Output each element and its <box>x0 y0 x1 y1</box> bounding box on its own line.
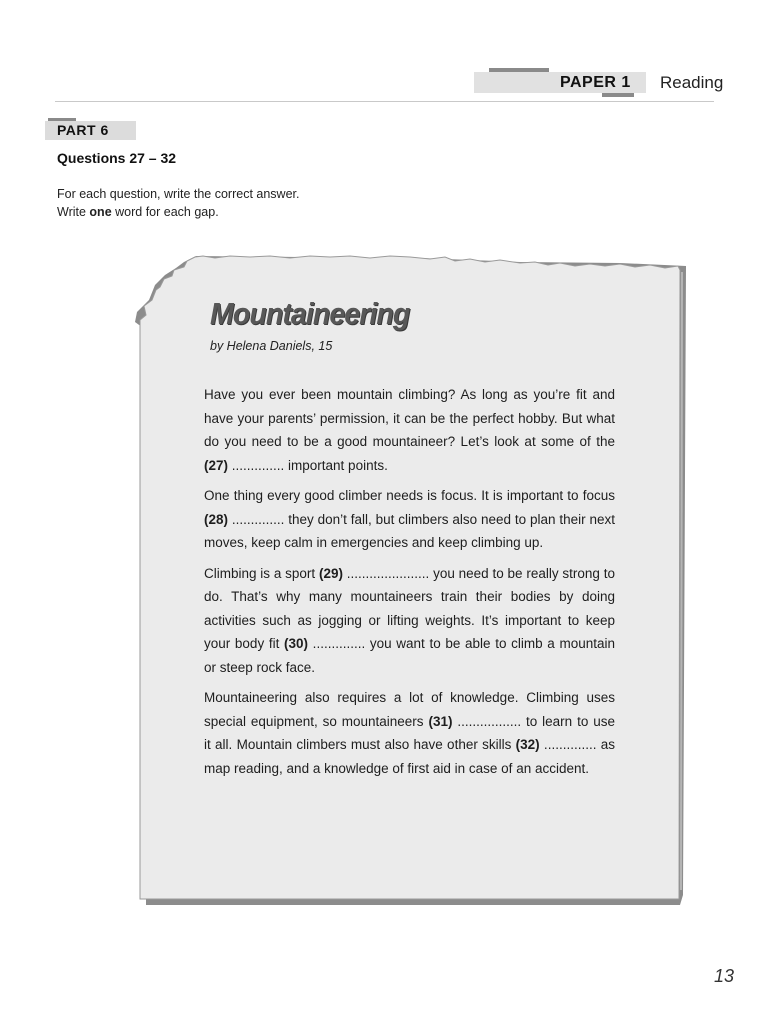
article-title: Mountaineering <box>210 296 410 331</box>
gap-28-blank: .............. <box>228 511 285 527</box>
paragraph-1: Have you ever been mountain climbing? As long as you’re fit and have your parents’ permission, it can be the perfect hobby. But what do you need to be a good mountaineer? Let’s look at some of the (27) .............. important points. <box>204 387 615 473</box>
page-number: 13 <box>714 966 735 986</box>
gap-29-blank: ...................... <box>342 565 430 581</box>
gap-30-blank: .............. <box>308 636 366 651</box>
paper-label: PAPER 1 <box>560 74 631 91</box>
gap-30-number: (30) <box>284 636 309 651</box>
gap-27-blank: .............. <box>228 457 285 473</box>
gap-31-number: (31) <box>428 713 453 729</box>
paragraph-2: One thing every good climber needs is focus. It is important to focus (28) .............. they don’t fall, but climbers also need to plan their next moves, keep calm in emergencies and keep climbing up. <box>204 488 615 550</box>
gap-31-blank: ................. <box>452 713 522 729</box>
gap-32-blank: .............. <box>539 737 597 752</box>
questions-range: Questions 27 – 32 <box>57 150 177 166</box>
instructions-line-1: For each question, write the correct answer. <box>57 187 300 201</box>
article-body <box>204 383 615 787</box>
paragraph-3: Climbing is a sport (29) ...................... you need to be really strong to do. That’s why many mountaineers train their bodies by doing activities such as jogging or lifting weights. It’s important to keep your body fit (30) .............. you want to be able to climb a mountain or steep rock face. <box>204 565 615 675</box>
gap-29-number: (29) <box>318 565 343 581</box>
part-label: PART 6 <box>57 122 109 138</box>
article-byline: by Helena Daniels, 15 <box>210 339 333 353</box>
instructions-line-2: Write one word for each gap. <box>57 205 219 219</box>
torn-paper-right-edge <box>681 272 682 890</box>
paragraph-4: Mountaineering also requires a lot of knowledge. Climbing uses special equipment, so mountaineers (31) ................. to learn to use it all. Mountain climbers must also have other skills (32) .............. as map reading, and a knowledge of first aid in case of an accident. <box>204 690 615 776</box>
section-label: Reading <box>660 73 724 92</box>
gap-27-number: (27) <box>204 457 229 473</box>
instructions-emphasis: one <box>89 205 112 219</box>
gap-32-number: (32) <box>515 737 540 752</box>
gap-28-number: (28) <box>204 511 229 527</box>
